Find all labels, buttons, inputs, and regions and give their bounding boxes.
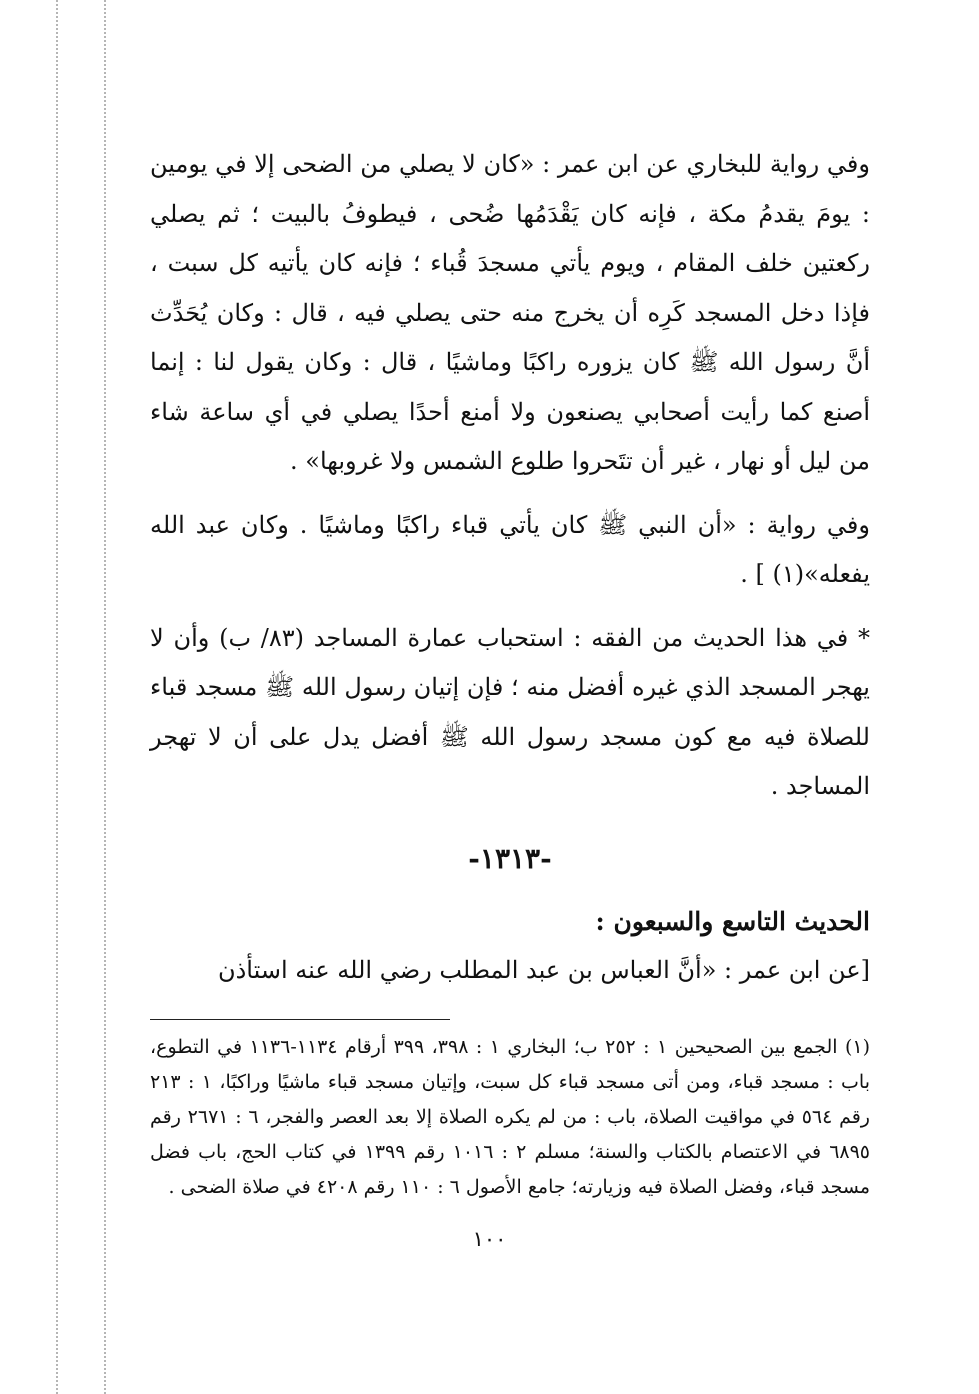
- left-margin-dots-1: [56, 0, 58, 1394]
- left-margin-dots-2: [104, 0, 106, 1394]
- page-content: [150, 140, 870, 1205]
- paragraph-next-hadith: [عن ابن عمر : «أنَّ العباس بن عبد المطلب رضي الله عنه استأذن: [217, 955, 870, 984]
- hadith-number: -١٣١٣-: [468, 841, 552, 875]
- paragraph-second-narration: وفي رواية : «أن النبي ﷺ كان يأتي قباء راكبًا وماشيًا . وكان عبد الله يفعله»(١) ] .: [150, 510, 870, 588]
- footnote-separator: [150, 1019, 450, 1020]
- footnote-text: (١) الجمع بين الصحيحين ١ : ٢٥٢ ب؛ البخاري ١ : ٣٩٨، ٣٩٩ أرقام ١١٣٤-١١٣٦ في التطوع، باب : مسجد قباء، ومن أتى مسجد قباء كل سبت، وإتيان مسجد قباء ماشيًا وراكبًا، ١ : ٢١٣ رقم ٥٦٤ في مواقيت الصلاة، باب : من لم يكره الصلاة إلا بعد العصر والفجر، ٦ : ٢٦٧١ رقم ٦٨٩٥ في الاعتصام بالكتاب والسنة؛ مسلم ٢ : ١٠١٦ رقم ١٣٩٩ في كتاب الحج، باب فضل مسجد قباء، وفضل الصلاة فيه وزيارته؛ جامع الأصول ٦ : ١١٠ رقم ٤٢٠٨ في صلاة الضحى .: [150, 1036, 871, 1198]
- paragraph-fiqh-commentary: * في هذا الحديث من الفقه : استحباب عمارة المساجد (٨٣/ ب) وأن لا يهجر المسجد الذي غيره أفضل منه ؛ فإن إتيان رسول الله ﷺ مسجد قباء للصلاة فيه مع كون مسجد رسول الله ﷺ أفضل يدل على أن لا تهجر المساجد .: [150, 623, 870, 800]
- paragraph-bukhari-narration: وفي رواية للبخاري عن ابن عمر : «كان لا يصلي من الضحى إلا في يومين : يومَ يقدمُ مكة ، فإنه كان يَقْدَمُها ضُحى ، فيطوفُ بالبيت ؛ ثم يصلي ركعتين خلف المقام ، ويوم يأتي مسجدَ قُباء ؛ فإنه كان يأتيه كل سبت ، فإذا دخل المسجد كَرِه أن يخرج منه حتى يصلي فيه ، قال : وكان يُحَدِّث أنَّ رسول الله ﷺ كان يزوره راكبًا وماشيًا ، قال : وكان يقول لنا : إنما أصنع كما رأيت أصحابي يصنعون ولا أمنع أحدًا يصلي في أي ساعة شاء من ليل أو نهار ، غير أن تتَحروا طلوع الشمس ولا غروبها» .: [150, 150, 870, 475]
- page-number: ١٠٠: [472, 1227, 507, 1251]
- section-heading: الحديث التاسع والسبعون :: [595, 906, 870, 936]
